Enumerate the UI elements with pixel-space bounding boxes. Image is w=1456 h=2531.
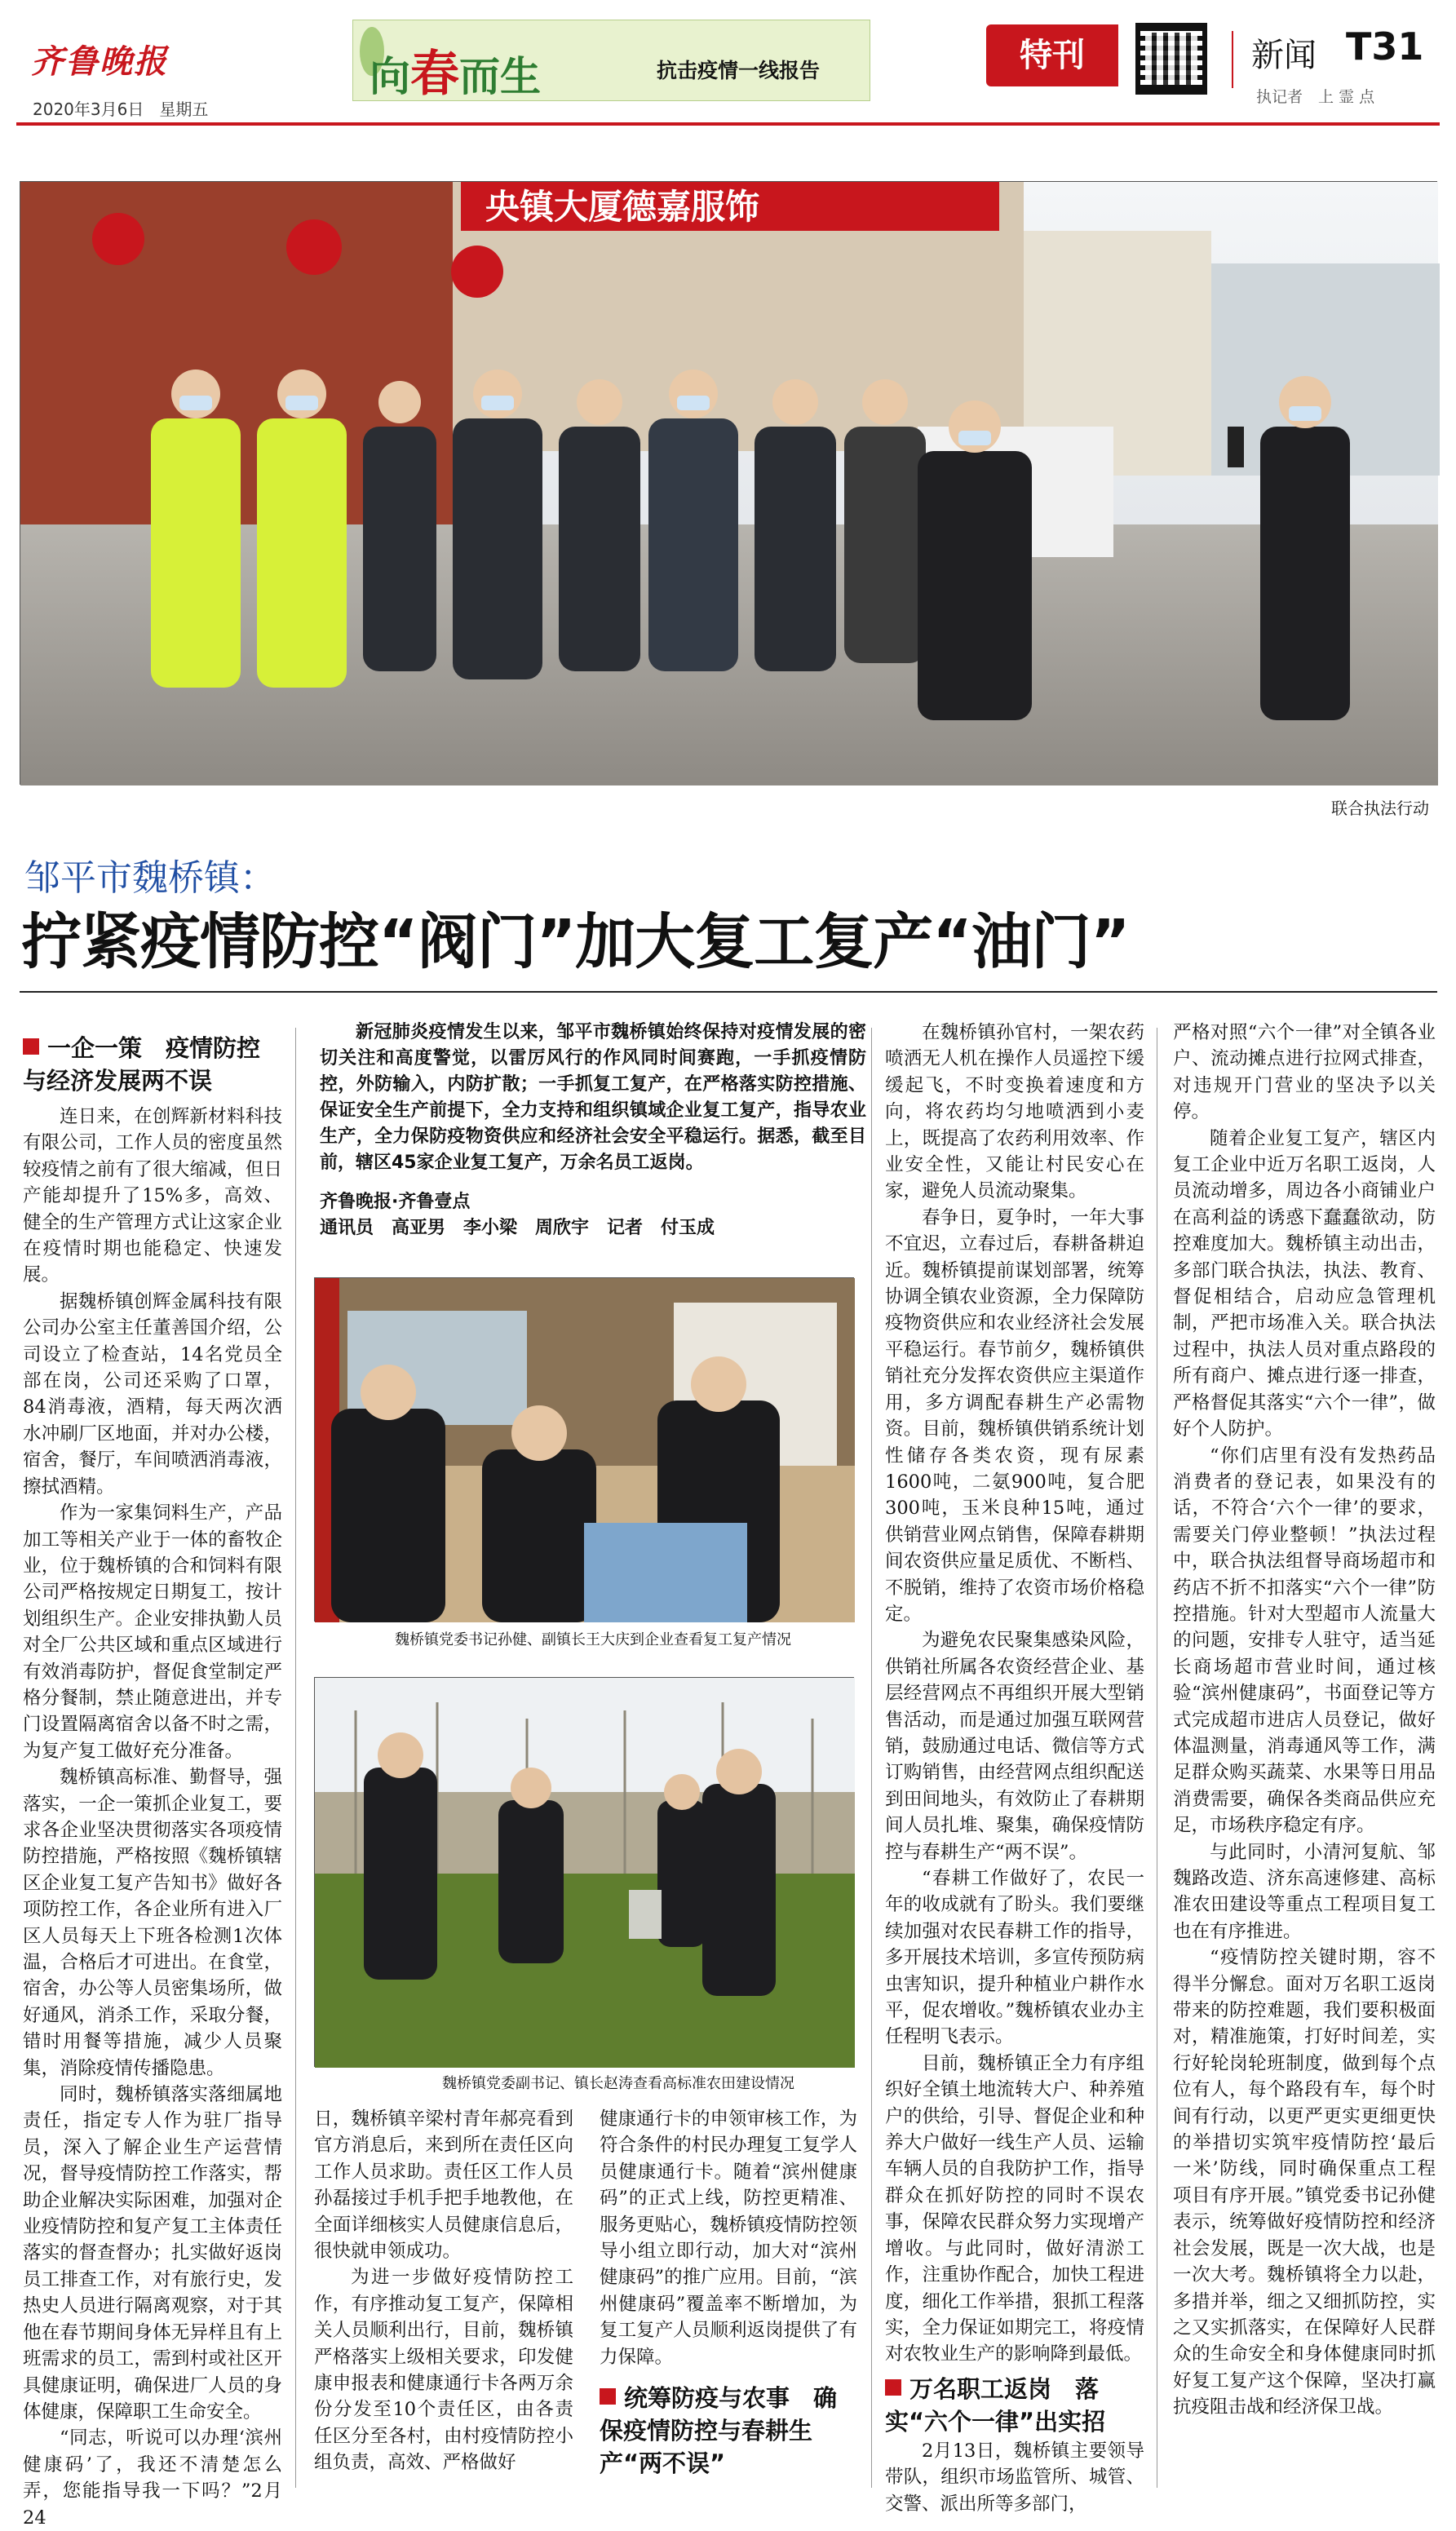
subhead-2-text: 统筹防疫与农事 确保疫情防控与春耕生产“两不误” (600, 2384, 838, 2478)
top-photo-image (20, 182, 1438, 785)
store-sign-text: 央镇大厦德嘉服饰 (485, 187, 760, 227)
paragraph: 为进一步做好疫情防控工作，有序推动复工复产，保障相关人员顺利出行，目前，魏桥镇严格落实上级相关要求，印发健康申报表和健康通行卡各两万余份分发至10个责任区，由各责任区分至各村，由村疫情防控小组负责，高效、严格做好 (314, 2267, 573, 2474)
column-1 (23, 1032, 282, 2529)
paragraph: “你们店里有没有发热药品消费者的登记表，如果没有的话，不符合‘六个一律’的要求，需要关门停业整顿！”执法过程中，联合执法组督导商场超市和药店不折不扣落实“六个一律”防控措施。针对大型超市人流量大的问题，安排专人驻守，适当延长商场超市营业时间，通过核验“滨州健康码”，书面登记等方式完成超市进店人员登记，做好体温测量，消毒通风等工作，满足群众购买蔬菜、水果等日用品消费需要，确保各类商品供应充足，市场秩序稳定有序。 (1173, 1445, 1436, 1837)
paragraph: 随着企业复工复产，辖区内复工企业中近万名职工返岗，人员流动增多，周边各小商铺业户在高利益的诱惑下蠢蠢欲动，防控难度加大。魏桥镇主动出击，多部门联合执法，执法、教育、督促相结合，启动应急管理机制，严把市场准入关。联合执法过程中，执法人员对重点路段的所有商户、摊点进行逐一排查，严格督促其落实“六个一律”，做好个人防护。 (1173, 1127, 1436, 1440)
subhead-square-icon (600, 2388, 616, 2405)
banner-title (370, 35, 541, 105)
byline (320, 1189, 866, 1241)
headline-rule (20, 991, 1437, 993)
photo-farmland (314, 1677, 854, 2067)
banner (352, 20, 870, 101)
subhead-square-icon (885, 2379, 901, 2396)
qr-code-icon (1135, 23, 1207, 95)
subhead-2 (600, 2382, 857, 2480)
banner-title-a: 向 (370, 53, 410, 100)
photo-company-visit-image (315, 1278, 855, 1622)
photo-company-visit (314, 1277, 854, 1622)
subhead-1 (23, 1032, 282, 1097)
column-2 (314, 2106, 573, 2489)
date-text: 2020年3月6日 (33, 100, 144, 119)
subhead-1-text: 一企一策 疫情防控与经济发展两不误 (23, 1034, 261, 1095)
column-5 (1173, 1020, 1436, 2492)
paragraph: “春耕工作做好了，农民一年的收成就有了盼头。我们要继续加强对农民春耕工作的指导，多开展技术培训，多宣传预防病虫害知识，提升种植业户耕作水平，促农增收。”魏桥镇农业办主任程明飞表示。 (885, 1868, 1144, 2048)
banner-title-b: 春 (410, 46, 459, 103)
paragraph: 作为一家集饲料生产，产品加工等相关产业于一体的畜牧企业，位于魏桥镇的合和饲料有限公司严格按规定日期复工，按计划组织生产。企业安排执勤人员对全厂公共区域和重点区域进行有效消毒防护，督促食堂制定严格分餐制，禁止随意进出，并专门设置隔离宿舍以备不时之需，为复产复工做好充分准备。 (23, 1502, 282, 1762)
paragraph: 与此同时，小清河复航、邹魏路改造、济东高速修建、高标准农田建设等重点工程项目复工也在有序推进。 (1173, 1841, 1436, 1942)
paragraph: 魏桥镇高标准、勤督导，强落实，一企一策抓企业复工，要求各企业坚决贯彻落实各项疫情防控措施，严格按照《魏桥镇辖区企业复工复产告知书》做好各项防控工作，各企业所有进入厂区人员每天上下班各检测1次体温，合格后才可进出。在食堂，宿舍，办公等人员密集场所，做好通风，消杀工作，采取分餐，错时用餐等措施，减少人员聚集，消除疫情传播隐患。 (23, 1767, 282, 2079)
paragraph: 2月13日，魏桥镇主要领导带队，组织市场监管所、城管、交警、派出所等多部门， (885, 2440, 1144, 2515)
header-rule (16, 122, 1440, 126)
header-divider (1232, 31, 1233, 88)
subhead-3-text: 万名职工返岗 落实“六个一律”出实招 (885, 2374, 1106, 2436)
column-3 (600, 2106, 857, 2489)
subhead-square-icon (23, 1038, 39, 1055)
article-kicker: 邹平市魏桥镇： (24, 857, 276, 899)
paragraph: 严格对照“六个一律”对全镇各业户、流动摊点进行拉网式排查，对违规开门营业的坚决予以关停。 (1173, 1022, 1436, 1123)
banner-title-c: 而生 (459, 53, 541, 100)
paragraph: 连日来，在创辉新材料科技有限公司，工作人员的密度虽然较疫情之前有了很大缩减，但日产能却提升了15%多，高效、健全的生产管理方式让这家企业在疫情时期也能稳定、快速发展。 (23, 1106, 282, 1286)
section-name: 新闻 (1251, 37, 1317, 74)
column-divider (871, 1028, 872, 2488)
masthead-logo: 齐鲁晚报 (31, 42, 168, 81)
lead-paragraph: 新冠肺炎疫情发生以来，邹平市魏桥镇始终保持对疫情发展的密切关注和高度警觉，以雷厉风行的作风同时间赛跑，一手抓疫情防控，外防输入，内防扩散；一手抓复工复产，在严格落实防控措施、保证安全生产前提下，全力支持和组织镇域企业复工复产，指导农业生产，全力保防疫物资供应和经济社会安全平稳运行。据悉，截至目前，辖区45家企业复工复产，万余名员工返岗。 (320, 1022, 866, 1173)
photo-farmland-caption: 魏桥镇党委副书记、镇长赵涛查看高标准农田建设情况 (442, 2075, 794, 2092)
paragraph: 日，魏桥镇辛梁村青年郝亮看到官方消息后，来到所在责任区向工作人员求助。责任区工作人员孙磊接过手机手把手地教他，在全面详细核实人员健康信息后，很快就申领成功。 (314, 2108, 573, 2263)
issue-date (33, 96, 208, 120)
subhead-3 (885, 2373, 1144, 2438)
banner-subtitle: 抗击疫情一线报告 (657, 59, 821, 82)
byline-outlet: 齐鲁晚报·齐鲁壹点 (320, 1192, 471, 1212)
lead-block (320, 1020, 866, 1241)
photo-company-visit-caption: 魏桥镇党委书记孙健、副镇长王大庆到企业查看复工复产情况 (395, 1631, 791, 1648)
paragraph: 目前，魏桥镇正全力有序组织好全镇土地流转大户、种养殖户的供给，引导、督促企业和种养大户做好一线生产人员、运输车辆人员的自我防护工作，指导群众在抓好防控的同时不误农事，保障农民群众努力实现增产增收。与此同时，做好清淤工作，注重协作配合，加快工程进度，细化工作举措，狠抓工程落实，全力保证如期完工，将疫情对农牧业生产的影响降到最低。 (885, 2052, 1144, 2365)
paragraph: “同志，听说可以办理‘滨州健康码’了，我还不清楚怎么弄，您能指导我一下吗？”2月24 (23, 2427, 282, 2529)
page-number: T31 (1346, 24, 1424, 69)
byline-authors: 通讯员 高亚男 李小梁 周欣宇 记者 付玉成 (320, 1218, 715, 1238)
photo-farmland-image (315, 1678, 855, 2068)
paragraph: “疫情防控关键时期，容不得半分懈怠。面对万名职工返岗带来的防控难题，我们要积极面对，精准施策，打好时间差，实行好轮岗轮班制度，做到每个点位有人，每个路段有车，每个时间有行动，以更严更实更细更快的举措切实筑牢疫情防控‘最后一米’防线，同时确保重点工程项目有序开展。”镇党委书记孙健表示，统筹做好疫情防控和经济社会发展，既是一次大战，也是一次大考。魏桥镇将全力以赴，多措并举，细之又细抓防控，实之又实抓落实，在保障好人民群众的生命安全和身体健康同时抓好复工复产这个保障，坚决打赢抗疫阻击战和经济保卫战。 (1173, 1947, 1436, 2418)
paragraph: 健康通行卡的申领审核工作，为符合条件的村民办理复工复学人员健康通行卡。随着“滨州健康码”的正式上线，防控更精准、服务更贴心，魏桥镇疫情防控领导小组立即行动，加大对“滨州健康码”的推广应用。目前，“滨州健康码”覆盖率不断增加，为复工复产人员顺利返岗提供了有力保障。 (600, 2108, 857, 2368)
paragraph: 为避免农民聚集感染风险，供销社所属各农资经营企业、基层经营网点不再组织开展大型销售活动，而是通过加强互联网营销，鼓励通过电话、微信等方式订购销售，由经营网点组织配送到田间地头，有效防止了春耕期间人员扎堆、聚集，确保疫情防控与春耕生产“两不误”。 (885, 1630, 1144, 1863)
paragraph: 春争日，夏争时，一年大事不宜迟，立春过后，春耕备耕迫近。魏桥镇提前谋划部署，统筹协调全镇农业资源，全力保障防疫物资供应和农业经济社会发展平稳运行。春节前夕，魏桥镇供销社充分发挥农资供应主渠道作用，多方调配春耕生产必需物资。目前，魏桥镇供销系统计划性储存各类农资，现有尿素1600吨，二氨900吨，复合肥300吨，玉米良种15吨，通过供销营业网点销售，保障春耕期间农资供应量足质优、不断档、不脱销，维持了农资市场价格稳定。 (885, 1206, 1144, 1625)
article-headline: 拧紧疫情防控“阀门”加大复工复产“油门” (21, 907, 1130, 977)
paragraph: 同时，魏桥镇落实落细属地责任，指定专人作为驻厂指导员，深入了解企业生产运营情况，督导疫情防控工作落实，帮助企业解决实际困难，加强对企业疫情防控和复产复工主体责任落实的督查督办；扎实做好返岗员工排查工作，对有旅行史，发热史人员进行隔离观察，对于其他在春节期间身体无异样且有上班需求的员工，需到村或社区开具健康证明，确保进厂人员的身体健康，保障职工生命安全。 (23, 2084, 282, 2423)
paragraph: 在魏桥镇孙官村，一架农药喷洒无人机在操作人员遥控下缓缓起飞，不时变换着速度和方向，将农药均匀地喷洒到小麦上，既提高了农药利用效率、作业安全性，又能让村民安心在家，避免人员流动聚集。 (885, 1022, 1144, 1202)
paragraph: 据魏桥镇创辉金属科技有限公司办公室主任董善国介绍，公司设立了检查站，14名党员全部在岗，公司还采购了口罩，84消毒液，酒精，每天两次洒水冲刷厂区地面，并对办公楼，宿舍，餐厅，车间喷洒消毒液，擦拭酒精。 (23, 1290, 282, 1498)
top-photo-caption: 联合执法行动 (1331, 799, 1429, 818)
special-tag: 特刊 (986, 24, 1118, 86)
editor-credit: 执记者 上 霊 点 (1256, 88, 1375, 106)
weekday-text: 星期五 (159, 100, 209, 119)
column-divider (295, 1028, 296, 2488)
column-4 (885, 1020, 1144, 2515)
top-photo (20, 181, 1437, 785)
